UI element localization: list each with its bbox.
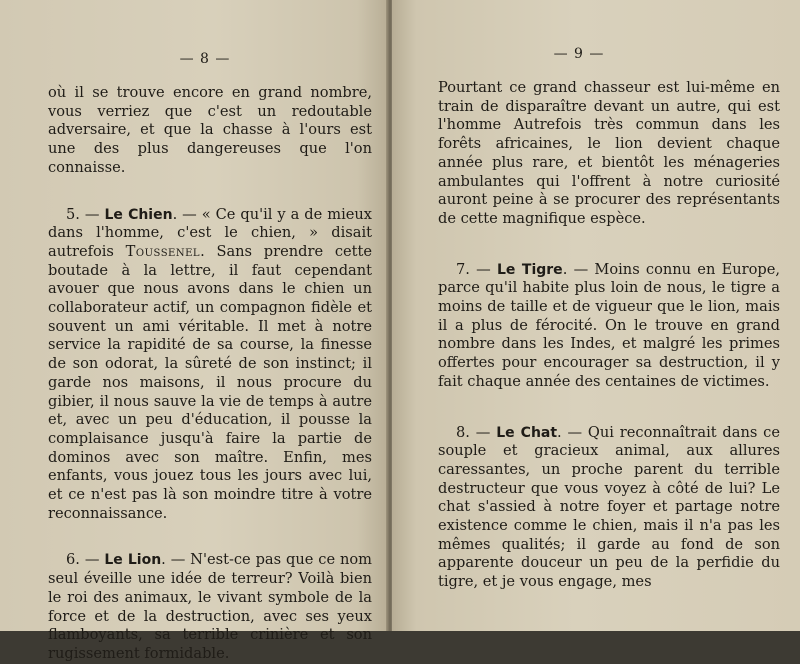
section-text-part: . — « Ce qu'il y a de mieux dans l'homme, c'est le chien, » disait autrefois	[48, 205, 373, 260]
author-name: Toussenel	[125, 242, 201, 260]
section-le-chat	[438, 424, 780, 592]
section-number: 5. —	[66, 205, 100, 223]
page-number-right: — 9 —	[553, 46, 605, 62]
section-title-lion: Le Lion	[104, 552, 162, 569]
section-le-lion	[48, 551, 372, 663]
section-number: 6. —	[66, 551, 100, 569]
right-page	[392, 0, 800, 631]
section-text: . — N'est-ce pas que ce nom seul éveille une idée de terreur? Voilà bien le roi des animaux, le vivant symbole de la force et de la destruction, avec ses yeux flamboyants, sa terrible crinière et son rugissement formidable.	[48, 551, 372, 662]
section-title-tigre: Le Tigre	[497, 261, 563, 278]
section-le-chien	[48, 206, 372, 524]
paragraph-spacer	[438, 229, 780, 261]
section-title-chat: Le Chat	[496, 424, 558, 441]
section-title-chien: Le Chien	[104, 206, 173, 223]
section-number: 7. —	[456, 260, 491, 278]
section-le-tigre	[438, 261, 780, 392]
continuation-paragraph-right: Pourtant ce grand chasseur est lui-même en train de disparaître devant un autre, qui est l'homme Autrefois très commun dans les forêts africaines, le lion devient chaque année plus rare, et bientôt les ménageries ambulantes qui l'offrent à notre curiosité auront peine à se procurer des représentants de cette magnifique espèce.	[438, 79, 780, 227]
section-number: 8. —	[456, 423, 491, 441]
page-number-left: — 8 —	[179, 51, 231, 67]
paragraph-spacer	[48, 178, 372, 206]
section-text-part: . Sans prendre cette boutade à la lettre, il faut cependant avouer que nous avons dans le chien un collaborateur actif, un compagnon fidèle et souvent un ami véritable. Il met à notre service la rapidité de sa course, la finesse de son odorat, la sûreté de son instinct; il garde nos maisons, il nous procure du gibier, il nous sauve la vie de temps à autre et, avec un peu d'éducation, il pousse la complaisance jusqu'à faire la partie de dominos avec son maître. Enfin, mes enfants, vous jouez tous les jours avec lui, et ce n'est pas là son moindre titre à votre reconnaissance.	[48, 242, 372, 522]
section-text: . — Moins connu en Europe, parce qu'il habite plus loin de nous, le tigre a moins de taille et de vigueur que le lion, mais il a plus de férocité. On le trouve en grand nombre dans les Indes, et malgré les primes offertes pour encourager sa destruction, il y fait chaque année des centaines de victimes.	[438, 260, 781, 390]
continuation-paragraph-left: où il se trouve encore en grand nombre, vous verriez que c'est un redoutable adversaire, et que la chasse à l'ours est une des plus dangereuses que l'on connaisse.	[48, 84, 372, 176]
section-text: . — Qui reconnaîtrait dans ce souple et gracieux animal, aux allures caressantes, un proche parent du terrible destructeur que vous voyez à côté de lui? Le chat s'assied à notre foyer et partage notre existence comme le chien, mais il n'a pas les mêmes qualités; il garde au fond de son apparente douceur un peu de la perfidie du tigre, et je vous engage, mes	[438, 423, 780, 591]
paragraph-spacer	[438, 392, 780, 424]
left-page	[0, 0, 388, 662]
paragraph-spacer	[48, 523, 372, 551]
